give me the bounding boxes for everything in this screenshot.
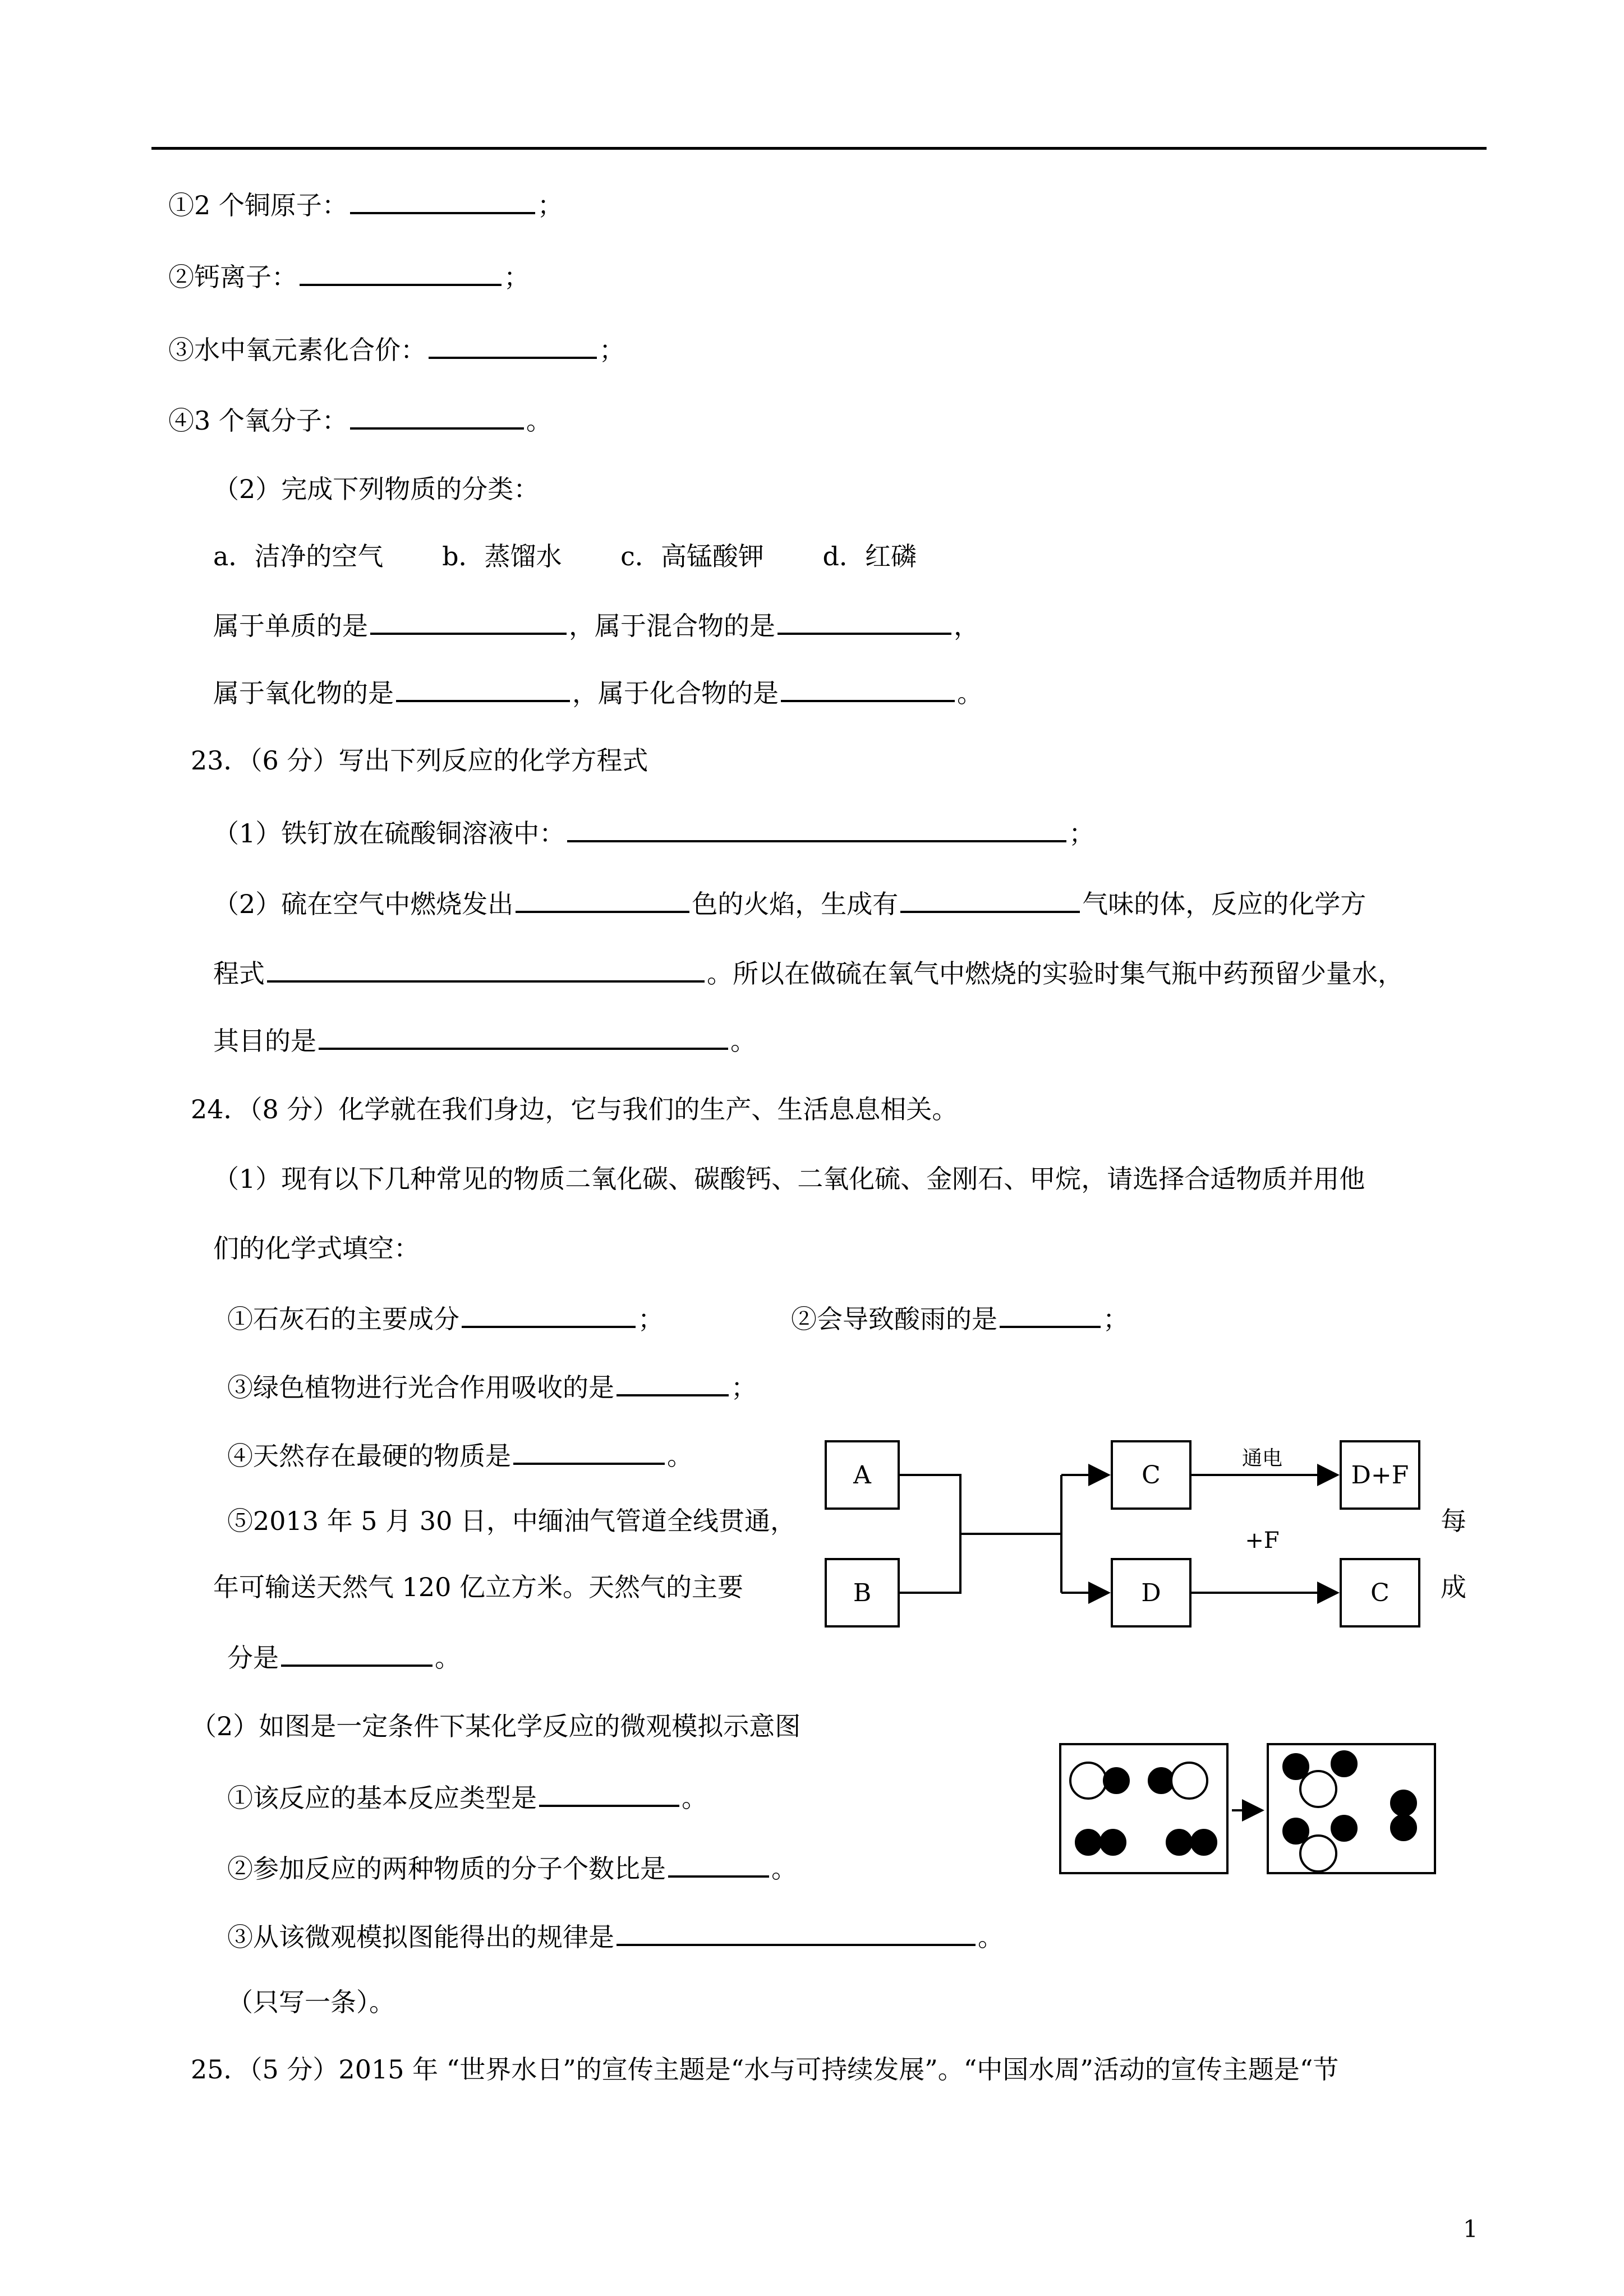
molecule-atom-white xyxy=(1300,1836,1336,1871)
page-number: 1 xyxy=(1463,2215,1478,2243)
label-df: D+F xyxy=(1351,1461,1409,1490)
answer-blank[interactable] xyxy=(319,1022,728,1050)
q25-line: 25．（5 分）2015 年 “世界水日”的宣传主题是“水与可持续发展”。“中国水周”活动的宣传主题是“节 xyxy=(191,2054,1339,2085)
option-c: c．高锰酸钾 xyxy=(620,541,764,571)
flow-diagram xyxy=(819,1424,1447,1638)
molecule-atom-white xyxy=(1070,1763,1106,1799)
q24-s3: ③绿色植物进行光合作用吸收的是 ； xyxy=(227,1368,757,1404)
molecule-atom-black xyxy=(1149,1768,1174,1793)
header-rule xyxy=(151,147,1487,150)
answer-blank[interactable] xyxy=(267,955,705,983)
q22-part2-title: （2）完成下列物质的分类： xyxy=(213,474,540,504)
molecule-atom-black xyxy=(1332,1751,1356,1776)
q24-m4: （只写一条）。 xyxy=(227,1987,395,2017)
option-b: b．蒸馏水 xyxy=(442,541,562,571)
molecule-atom-black xyxy=(1076,1830,1101,1855)
answer-blank[interactable] xyxy=(300,258,502,286)
answer-blank[interactable] xyxy=(516,885,689,913)
q24-part1-line2: 们的化学式填空： xyxy=(213,1233,420,1264)
answer-blank[interactable] xyxy=(668,1850,769,1878)
label-c2: C xyxy=(1370,1579,1390,1607)
answer-blank[interactable] xyxy=(778,607,951,635)
molecule-atom-black xyxy=(1104,1768,1129,1793)
answer-blank[interactable] xyxy=(617,1368,729,1396)
molecule-atom-black xyxy=(1191,1830,1216,1855)
molecule-atom-black xyxy=(1283,1754,1308,1779)
answer-blank[interactable] xyxy=(350,402,524,430)
answer-blank[interactable] xyxy=(281,1639,433,1667)
label-c1: C xyxy=(1142,1461,1161,1490)
option-d: d．红磷 xyxy=(822,541,917,571)
molecule-atom-black xyxy=(1391,1791,1416,1815)
answer-blank[interactable] xyxy=(900,885,1080,913)
molecule-atom-black xyxy=(1101,1830,1125,1855)
molecule-atom-white xyxy=(1171,1763,1207,1799)
answer-blank[interactable] xyxy=(1000,1300,1101,1328)
answer-blank[interactable] xyxy=(429,331,597,359)
label-b: B xyxy=(853,1579,872,1607)
micro-reaction-diagram xyxy=(1055,1739,1459,1884)
q24-m1: ①该反应的基本反应类型是 。 xyxy=(227,1779,707,1815)
q22-item3: ③水中氧元素化合价： ； xyxy=(168,331,625,367)
q23-part2-line3: 其目的是 。 xyxy=(213,1022,756,1058)
molecule-atom-black xyxy=(1391,1815,1416,1840)
option-a: a．洁净的空气 xyxy=(213,541,384,571)
q24-s5-line1: ⑤2013 年 5 月 30 日，中缅油气管道全线贯通， xyxy=(227,1506,796,1536)
q24-s4: ④天然存在最硬的物质是 。 xyxy=(227,1437,693,1473)
connector-ab xyxy=(899,1475,960,1593)
q24-part2-title: （2）如图是一定条件下某化学反应的微观模拟示意图 xyxy=(191,1711,801,1741)
q23-part2-line2: 程式 。所以在做硫在氧气中燃烧的实验时集气瓶中药预留少量水， xyxy=(213,955,1404,990)
q23-part1: （1）铁钉放在硫酸铜溶液中： ； xyxy=(213,814,1094,850)
q23-title: 23．（6 分）写出下列反应的化学方程式 xyxy=(191,745,648,776)
answer-blank[interactable] xyxy=(617,1918,976,1946)
answer-blank[interactable] xyxy=(567,814,1066,842)
q24-s5-line2: 年可输送天然气 120 亿立方米。天然气的主要 xyxy=(213,1572,744,1602)
q22-item1: ①2 个铜原子： ； xyxy=(168,186,563,222)
label-a: A xyxy=(853,1461,871,1490)
q22-item4: ④3 个氧分子： 。 xyxy=(168,402,552,437)
answer-blank[interactable] xyxy=(513,1437,665,1465)
answer-blank[interactable] xyxy=(539,1779,679,1807)
q24-s5-line3: 分是 。 xyxy=(227,1639,461,1675)
label-plus-f: +F xyxy=(1245,1528,1280,1553)
q24-s1: ①石灰石的主要成分 ； xyxy=(227,1300,664,1336)
molecule-atom-black xyxy=(1167,1830,1191,1855)
q24-s5-line1-end: 每 xyxy=(1441,1506,1466,1536)
molecule-atom-black xyxy=(1332,1816,1356,1841)
answer-blank[interactable] xyxy=(396,674,570,702)
q22-classify-2: 属于氧化物的是 ，属于化合物的是 。 xyxy=(213,674,983,710)
q24-s2: ②会导致酸雨的是 ； xyxy=(791,1300,1129,1336)
q24-m2: ②参加反应的两种物质的分子个数比是 。 xyxy=(227,1850,797,1885)
q24-part1-line1: （1）现有以下几种常见的物质二氧化碳、碳酸钙、二氧化硫、金刚石、甲烷，请选择合适物质并用他 xyxy=(213,1164,1365,1194)
q22-options xyxy=(213,540,917,573)
answer-blank[interactable] xyxy=(370,607,567,635)
answer-blank[interactable] xyxy=(462,1300,636,1328)
label-d1: D xyxy=(1141,1579,1161,1607)
label-electrolysis: 通电 xyxy=(1241,1447,1283,1470)
q24-m3: ③从该微观模拟图能得出的规律是 。 xyxy=(227,1918,1004,1954)
q22-item2: ②钙离子： ； xyxy=(168,258,530,294)
q22-classify-1: 属于单质的是 ，属于混合物的是 ， xyxy=(213,607,979,643)
molecule-atom-white xyxy=(1300,1771,1336,1807)
answer-blank[interactable] xyxy=(350,186,535,214)
q23-part2-line1: （2）硫在空气中燃烧发出 色的火焰，生成有 气味的体，反应的化学方 xyxy=(213,885,1366,921)
q24-title: 24．（8 分）化学就在我们身边，它与我们的生产、生活息息相关。 xyxy=(191,1094,958,1124)
answer-blank[interactable] xyxy=(781,674,955,702)
q24-s5-line2-end: 成 xyxy=(1441,1572,1466,1602)
molecule-atom-black xyxy=(1283,1819,1308,1843)
